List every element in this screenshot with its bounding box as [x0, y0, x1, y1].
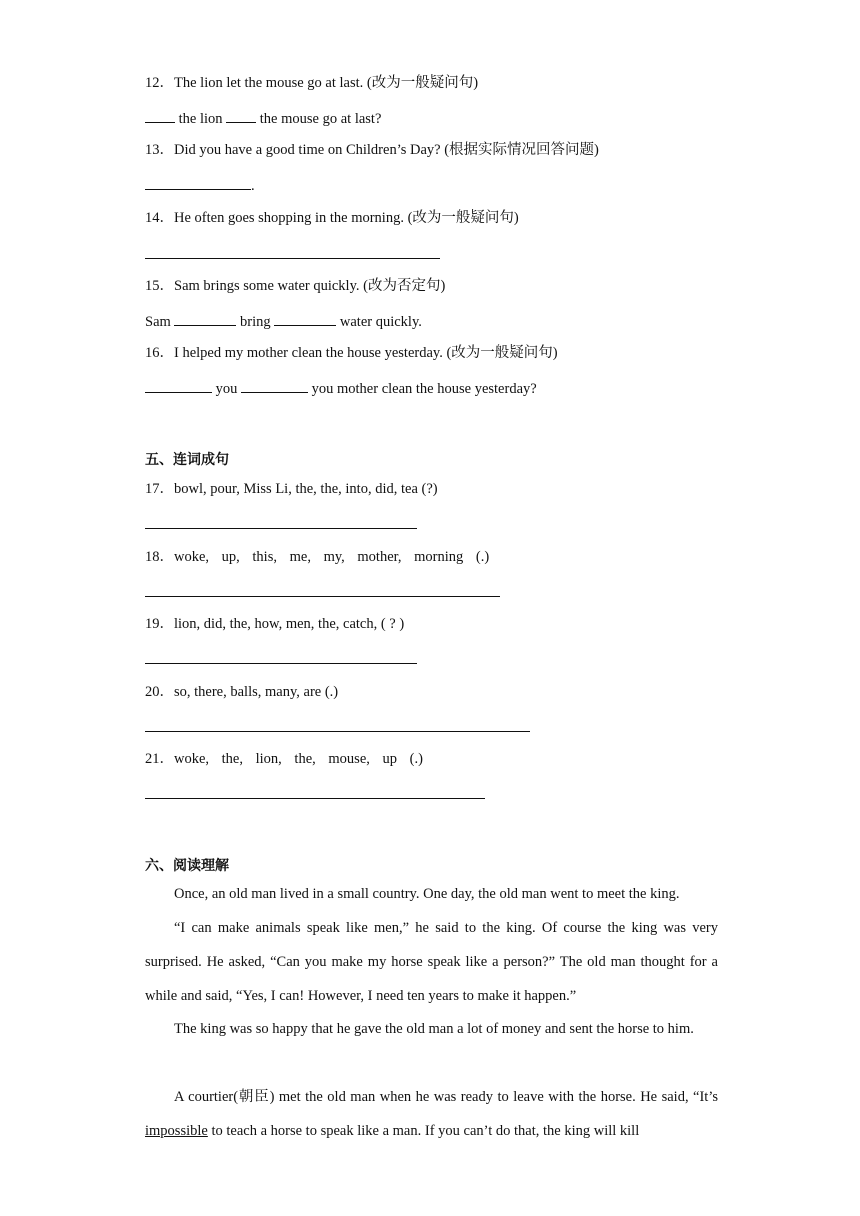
question-20-answer-line[interactable] [145, 731, 530, 732]
question-19: 19．lion, did, the, how, men, the, catch, ( ? ) [145, 616, 405, 632]
question-16-answer-line: you you mother clean the house yesterday? [145, 378, 537, 398]
answer-blank[interactable] [145, 378, 212, 393]
question-12-answer-line: the lion the mouse go at last? [145, 108, 381, 128]
question-14-answer-line[interactable] [145, 258, 440, 259]
answer-blank[interactable] [274, 311, 336, 326]
passage-paragraph-1: Once, an old man lived in a small country. One day, the old man went to meet the king. [174, 886, 680, 902]
answer-blank[interactable] [174, 311, 236, 326]
question-21: 21．woke, the, lion, the, mouse, up (.) [145, 751, 423, 767]
question-18: 18．woke, up, this, me, my, mother, morning (.) [145, 549, 490, 565]
passage-paragraph-3: The king was so happy that he gave the old man a lot of money and sent the horse to him. [174, 1021, 694, 1037]
question-16: 16．I helped my mother clean the house yesterday. (改为一般疑问句) [145, 345, 558, 361]
question-18-answer-line[interactable] [145, 596, 500, 597]
question-21-answer-line[interactable] [145, 798, 485, 799]
passage-paragraph-4: A courtier(朝臣) met the old man when he was ready to leave with the horse. He said, “It’s impossible to teach a horse to speak like a man. If you can’t do that, the king will kill [145, 1089, 718, 1139]
section-6-title: 六、阅读理解 [145, 858, 229, 874]
question-15: 15．Sam brings some water quickly. (改为否定句) [145, 278, 446, 294]
question-20: 20．so, there, balls, many, are (.) [145, 684, 339, 700]
question-17-answer-line[interactable] [145, 528, 417, 529]
question-12: 12．The lion let the mouse go at last. (改为一般疑问句) [145, 75, 479, 91]
answer-blank[interactable] [241, 378, 308, 393]
answer-blank[interactable] [145, 175, 251, 190]
answer-blank[interactable] [145, 108, 175, 123]
question-13: 13．Did you have a good time on Children’s Day? (根据实际情况回答问题) [145, 142, 599, 158]
underlined-word: impossible [145, 1123, 208, 1139]
answer-blank[interactable] [226, 108, 256, 123]
section-5-title: 五、连词成句 [145, 452, 229, 468]
question-17: 17．bowl, pour, Miss Li, the, the, into, did, tea (?) [145, 481, 438, 497]
question-14: 14．He often goes shopping in the morning. (改为一般疑问句) [145, 210, 519, 226]
question-19-answer-line[interactable] [145, 663, 417, 664]
passage-paragraph-2: “I can make animals speak like men,” he said to the king. Of course the king was very surprised. He asked, “Can you make my horse speak like a person?” The old man thought for a while and said, “Yes, I can! However, I need ten years to make it happen.” [145, 920, 718, 1004]
question-13-answer-line: . [145, 175, 255, 195]
question-15-answer-line: Sam bring water quickly. [145, 311, 422, 331]
